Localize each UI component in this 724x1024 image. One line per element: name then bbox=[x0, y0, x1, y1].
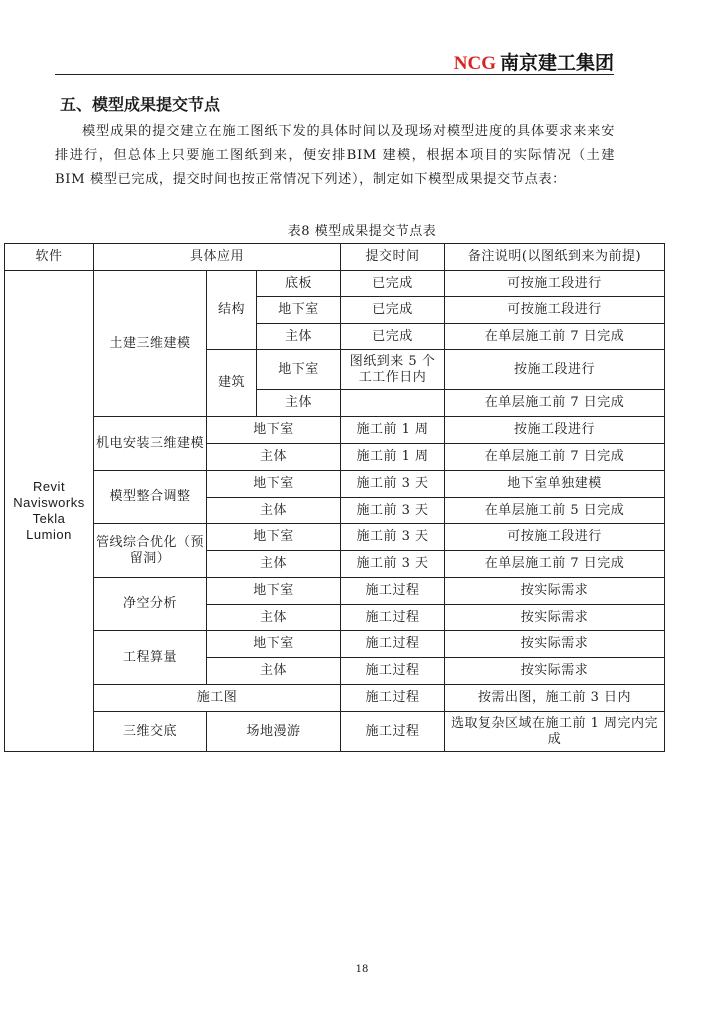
table-header-row bbox=[5, 244, 665, 271]
table-row: 主体 施工过程 按实际需求 bbox=[5, 605, 665, 631]
header-brand bbox=[454, 48, 614, 75]
table-row: 工程算量 地下室 施工过程 按实际需求 bbox=[5, 631, 665, 658]
page-number: 18 bbox=[355, 964, 369, 975]
structure-cell: 结构 bbox=[207, 271, 257, 350]
table-row: 地下室 已完成 可按施工段进行 bbox=[5, 297, 665, 324]
civil-modeling-cell: 土建三维建模 bbox=[94, 271, 207, 417]
header-application: 具体应用 bbox=[94, 244, 341, 271]
header-rule bbox=[55, 74, 614, 75]
quantity-survey-cell: 工程算量 bbox=[94, 631, 207, 685]
table-row: 主体 施工前 1 周 在单层施工前 7 日完成 bbox=[5, 444, 665, 471]
walkthrough-cell: 三维交底 bbox=[94, 712, 207, 752]
table-row: 净空分析 地下室 施工过程 按实际需求 bbox=[5, 578, 665, 605]
table-row: 主体 已完成 在单层施工前 7 日完成 bbox=[5, 324, 665, 350]
header-software: 软件 bbox=[5, 244, 94, 271]
header-time: 提交时间 bbox=[341, 244, 445, 271]
model-integration-cell: 模型整合调整 bbox=[94, 471, 207, 524]
table-row: 模型整合调整 地下室 施工前 3 天 地下室单独建模 bbox=[5, 471, 665, 498]
table-row: 主体 在单层施工前 7 日完成 bbox=[5, 390, 665, 417]
table-row: 机电安装三维建模 地下室 施工前 1 周 按施工段进行 bbox=[5, 417, 665, 444]
architecture-cell: 建筑 bbox=[207, 350, 257, 417]
brand-name: 南京建工集团 bbox=[499, 52, 614, 74]
construction-drawing-cell: 施工图 bbox=[94, 685, 341, 712]
section-title: 五、模型成果提交节点 bbox=[60, 95, 221, 114]
software-cell: Revit Navisworks Tekla Lumion bbox=[5, 271, 94, 752]
mep-modeling-cell: 机电安装三维建模 bbox=[94, 417, 207, 471]
table-row: 主体 施工前 3 天 在单层施工前 5 日完成 bbox=[5, 498, 665, 524]
intro-paragraph: 模型成果的提交建立在施工图纸下发的具体时间以及现场对模型进度的具体要求来来安排进行，但总体上只要施工图纸到来，便安排BIM 建模，根据本项目的实际情况（土建BIM 模型已完成，提交时间也按正常情况下列述），制定如下模型成果提交节点表： bbox=[55, 124, 615, 187]
table-row: Revit Navisworks Tekla Lumion 土建三维建模 结构 底板 已完成 可按施工段进行 bbox=[5, 271, 665, 297]
milestone-table bbox=[4, 243, 665, 752]
table-row: 主体 施工过程 按实际需求 bbox=[5, 658, 665, 685]
brand-abbreviation: NCG bbox=[453, 53, 496, 74]
table-row: 管线综合优化（预留洞） 地下室 施工前 3 天 可按施工段进行 bbox=[5, 524, 665, 551]
table-row: 建筑 地下室 图纸到来 5 个工工作日内 按施工段进行 bbox=[5, 350, 665, 390]
clearance-analysis-cell: 净空分析 bbox=[94, 578, 207, 631]
table-row: 主体 施工前 3 天 在单层施工前 7 日完成 bbox=[5, 551, 665, 578]
table-row: 三维交底 场地漫游 施工过程 选取复杂区域在施工前 1 周完内完成 bbox=[5, 712, 665, 752]
table-row: 施工图 施工过程 按需出图，施工前 3 日内 bbox=[5, 685, 665, 712]
table-caption: 表8 模型成果提交节点表 bbox=[287, 224, 437, 239]
pipeline-optimization-cell: 管线综合优化（预留洞） bbox=[94, 524, 207, 578]
header-note: 备注说明(以图纸到来为前提) bbox=[445, 244, 665, 271]
